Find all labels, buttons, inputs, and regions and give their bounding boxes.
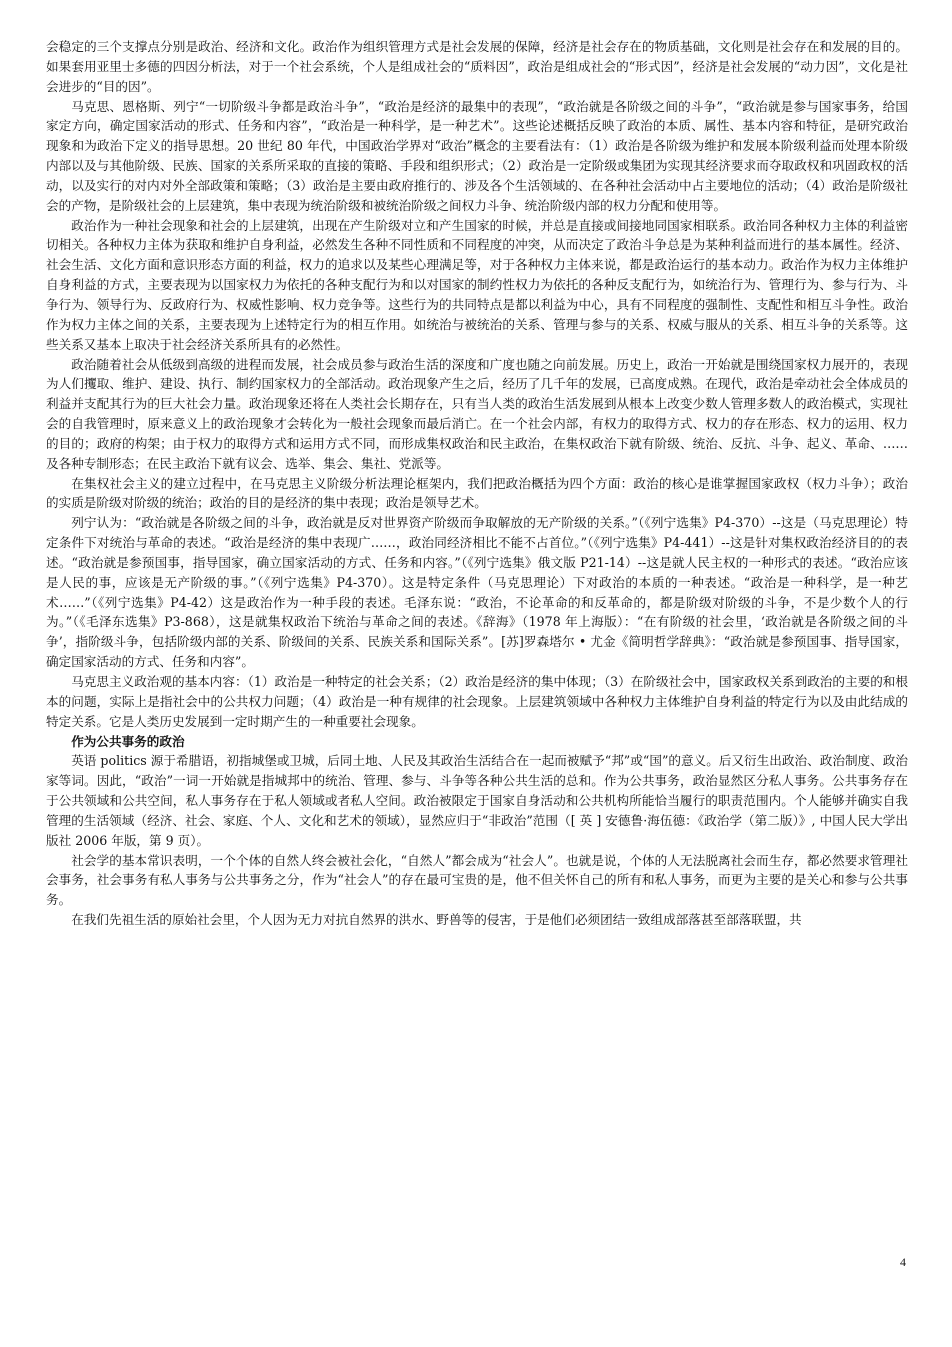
section-heading: 作为公共事务的政治 <box>71 733 185 749</box>
section-paragraph-1: 英语 politics 源于希腊语，初指城堡或卫城，后同土地、人民及其政治生活结合在一起而被赋予“邦”或“国”的意义。后又衍生出政治、政治制度、政治家等词。因此，“政治”一词一开始就是指城邦中的统治、管理、参与、斗争等各种公共生活的总和。作为公共事务，政治显然区分私人事务。公共事务存在于公共领域和公共空间，私人事务存在于私人领域或者私人空间。政治被限定于国家自身活动和公共机构所能恰当履行的职责范围内。个人能够并确实自我管理的生活领域（经济、社会、家庭、个人、文化和艺术的领域），显然应归于“非政治”范围（[ 英 ] 安德鲁·海伍德：《政治学（第二版）》, 中国人民大学出版社 2006 年版，第 9 页）。 <box>46 753 908 848</box>
paragraph-2: 马克思、恩格斯、列宁“一切阶级斗争都是政治斗争”，“政治是经济的最集中的表现”，“政治就是各阶级之间的斗争”，“政治就是参与国家事务，给国家定方向，确定国家活动的形式、任务和内容”，“政治是一种科学，是一种艺术”。这些论述概括反映了政治的本质、属性、基本内容和特征，是研究政治现象和为政治下定义的指导思想。20 世纪 80 年代，中国政治学界对“政治”概念的主要看法有：（1）政治是各阶级为维护和发展本阶级利益而处理本阶级内部以及与其他阶级、民族、国家的关系所采取的直接的策略、手段和组织形式；（2）政治是一定阶级或集团为实现其经济要求而夺取政权和巩固政权的活动，以及实行的对内对外全部政策和策略；（3）政治是主要由政府推行的、涉及各个生活领域的、在各种社会活动中占主要地位的活动；（4）政治是阶级社会的产物，是阶级社会的上层建筑，集中表现为统治阶级和被统治阶级之间权力斗争、统治阶级内部的权力分配和使用等。 <box>46 98 908 213</box>
page-number: 4 <box>900 1255 906 1269</box>
paragraph-6: 列宁认为：“政治就是各阶级之间的斗争，政治就是反对世界资产阶级而争取解放的无产阶级的关系。”（《列宁选集》P4-370）--这是（马克思理论）特定条件下对统治与革命的表述。“政治是经济的集中表现广……，政治同经济相比不能不占首位。”（《列宁选集》P4-441）--这是针对集权政治经济目的的表述。“政治就是参预国事，指导国家，确立国家活动的方式、任务和内容。”（《列宁选集》俄文版 P21-14）--这是就人民主权的一种形式的表述。“政治应该是人民的事，应该是无产阶级的事。”（《列宁选集》P4-370）。这是特定条件（马克思理论）下对政治的本质的一种表述。“政治是一种科学，是一种艺术……”（《列宁选集》P4-42）这是政治作为一种手段的表述。毛泽东说：“政治，不论革命的和反革命的，都是阶级对阶级的斗争，不是少数个人的行为。”（《毛泽东选集》P3-868），这是就集权政治下统治与革命之间的表述。《辞海》（1978 年上海版）：“在有阶级的社会里，‘政治就是各阶级之间的斗争’，指阶级斗争，包括阶级内部的关系、阶级间的关系、民族关系和国际关系”。[苏]罗森塔尔 • 尤金《简明哲学辞典》：“政治就是参预国事、指导国家，确定国家活动的方式、任务和内容”。 <box>46 515 908 670</box>
paragraph-7: 马克思主义政治观的基本内容：（1）政治是一种特定的社会关系；（2）政治是经济的集中体现；（3）在阶级社会中，国家政权关系到政治的主要的和根本的问题，实际上是指社会中的公共权力问题；（4）政治是一种有规律的社会现象。上层建筑领域中各种权力主体维护自身利益的特定行为以及由此结成的特定关系。它是人类历史发展到一定时期产生的一种重要社会现象。 <box>46 674 908 729</box>
section-paragraph-3: 在我们先祖生活的原始社会里，个人因为无力对抗自然界的洪水、野兽等的侵害，于是他们必须团结一致组成部落甚至部落联盟，共 <box>71 912 802 928</box>
paragraph-1: 会稳定的三个支撑点分别是政治、经济和文化。政治作为组织管理方式是社会发展的保障，经济是社会存在的物质基础，文化则是社会存在和发展的目的。如果套用亚里士多德的四因分析法，对于一个社会系统，个人是组成社会的“质料因”，政治是组成社会的“形式因”，经济是社会发展的“动力因”，文化是社会进步的“目的因”。 <box>46 39 908 94</box>
paragraph-4: 政治随着社会从低级到高级的进程而发展，社会成员参与政治生活的深度和广度也随之向前发展。历史上，政治一开始就是围绕国家权力展开的，表现为人们攫取、维护、建设、执行、制约国家权力的全部活动。政治现象产生之后，经历了几千年的发展，已高度成熟。在现代，政治是牵动社会全体成员的利益并支配其行为的巨大社会力量。政治现象还将在人类社会长期存在，只有当人类的政治生活发展到从根本上改变少数人管理多数人的政治模式，实现社会的自我管理时，原来意义上的政治现象才会转化为一般社会现象而最后消亡。在一个社会内部，有权力的取得方式、权力的存在形态、权力的运用、权力的目的；政府的构架；由于权力的取得方式和运用方式不同，而形成集权政治和民主政治，在集权政治下就有阶级、统治、反抗、斗争、起义、革命、……及各种专制形态；在民主政治下就有议会、选举、集会、集社、党派等。 <box>46 356 908 471</box>
section-paragraph-2: 社会学的基本常识表明，一个个体的自然人终会被社会化，“自然人”都会成为“社会人”。也就是说，个体的人无法脱离社会而生存，都必然要求管理社会事务，社会事务有私人事务与公共事务之分，作为“社会人”的存在最可宝贵的是，他不但关怀自己的所有和私人事务，而更为主要的是关心和参与公共事务。 <box>46 852 908 908</box>
paragraph-3: 政治作为一种社会现象和社会的上层建筑，出现在产生阶级对立和产生国家的时候，并总是直接或间接地同国家相联系。政治同各种权力主体的利益密切相关。各种权力主体为获取和维护自身利益，必然发生各种不同性质和不同程度的冲突，从而决定了政治斗争总是为某种利益而进行的基本属性。经济、社会生活、文化方面和意识形态方面的利益，权力的追求以及某些心理满足等，对于各种权力主体来说，都是政治运行的基本动力。政治作为权力主体维护自身利益的方式，主要表现为以国家权力为依托的各种支配行为和以对国家的制约性权力为依托的各种反支配行为，如统治行为、管理行为、参与行为、斗争行为、领导行为、反政府行为、权威性影响、权力竞争等。这些行为的共同特点是都以利益为中心，具有不同程度的强制性、支配性和相互斗争性。政治作为权力主体之间的关系，主要表现为上述特定行为的相互作用。如统治与被统治的关系、管理与参与的关系、权威与服从的关系、相互斗争的关系等。这些关系又基本上取决于社会经济关系所具有的必然性。 <box>46 217 908 352</box>
paragraph-5: 在集权社会主义的建立过程中，在马克思主义阶级分析法理论框架内，我们把政治概括为四个方面：政治的核心是谁掌握国家政权（权力斗争）；政治的实质是阶级对阶级的统治；政治的目的是经济的集中表现；政治是领导艺术。 <box>46 475 908 511</box>
document-body <box>46 37 908 930</box>
